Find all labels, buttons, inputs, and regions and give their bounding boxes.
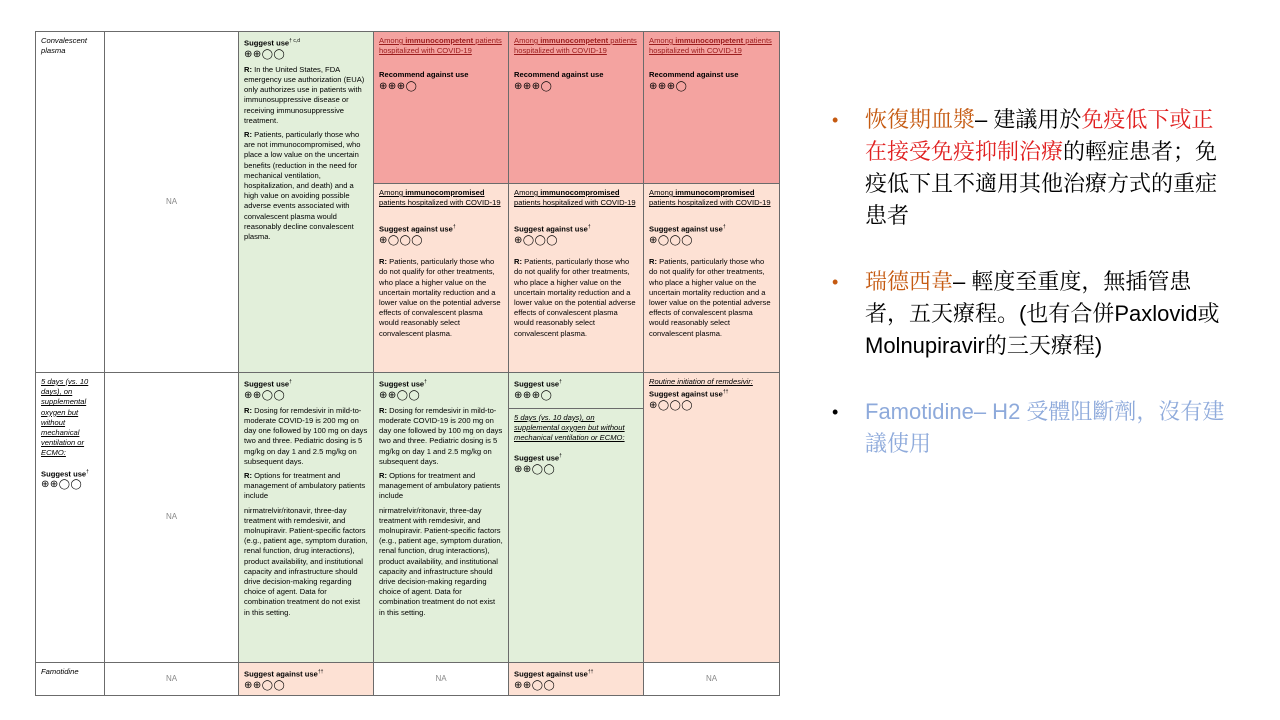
footnote-marker: † <box>559 453 562 460</box>
remark-label: R: <box>379 405 388 415</box>
certainty-rating: ⊕⊕◯◯ <box>244 48 286 60</box>
remark-text: Options for treatment and management of ambulatory patients include <box>244 470 366 501</box>
remark-label: R: <box>379 257 388 267</box>
summary-bullets <box>832 104 1232 460</box>
recommendation-title: Suggest use <box>41 469 87 479</box>
among-text: Among <box>514 188 539 197</box>
row-label-text: Convalescent plasma <box>41 36 88 56</box>
bullet-remdesivir <box>832 266 1232 362</box>
recommendation-title: Suggest against use <box>514 224 588 234</box>
na-text: NA <box>705 673 718 683</box>
recommendation-title: Suggest against use <box>649 224 723 234</box>
certainty-rating: ⊕◯◯◯ <box>649 235 693 247</box>
among-text: Among <box>379 36 404 45</box>
bullet-text: Famotidine– H2 受體阻斷劑，沒有建議使用 <box>865 399 1225 456</box>
certainty-rating: ⊕⊕⊕◯ <box>379 80 418 92</box>
group-text: immunocompetent <box>405 36 474 45</box>
cell-famotidine-col4 <box>508 662 644 696</box>
recommendation-title: Recommend against use <box>649 70 739 80</box>
remark-label: R: <box>379 470 388 480</box>
bullet-convalescent-plasma <box>832 104 1232 232</box>
certainty-rating: ⊕⊕◯◯ <box>41 479 83 491</box>
bullet-dot-icon: • <box>832 272 839 292</box>
remark-label: R: <box>649 257 658 267</box>
bullet-drug-name: 瑞德西韋 <box>865 269 954 294</box>
guideline-table <box>35 31 780 696</box>
remark-label: R: <box>514 257 523 267</box>
remark-text: In the United States, FDA emergency use authorization (EUA) only authorizes use in patients with immunosuppressive disease or receiving immunosuppressive treatment. <box>244 64 365 125</box>
cell-convalescent-col4-immunocompetent <box>508 31 644 184</box>
certainty-rating: ⊕◯◯◯ <box>649 399 693 411</box>
cell-convalescent-col3-immunocompromised <box>373 183 509 373</box>
certainty-rating: ⊕⊕◯◯ <box>514 464 556 476</box>
among-text: Among <box>514 36 539 45</box>
cell-remdesivir-col5 <box>643 372 780 663</box>
footnote-marker: † <box>452 224 456 231</box>
sub-population-text: 5 days (vs. 10 days), on supplemental oxygen but without mechanical ventilation or ECMO: <box>514 412 625 443</box>
group-text: immunocompetent <box>675 36 744 45</box>
population-text: patients hospitalized with COVID-19 <box>649 36 772 56</box>
bullet-dot-icon: • <box>832 110 839 130</box>
cell-remdesivir-col2 <box>238 372 374 663</box>
sub-population-text: Routine initiation of remdesivir: <box>649 377 753 386</box>
sub-divider <box>509 408 643 409</box>
recommendation-title: Suggest against use <box>244 669 318 679</box>
footnote-marker: † <box>559 379 562 385</box>
remark-text: Patients, particularly those who do not qualify for other treatments, who place a higher value on the uncertain mortality reduction and a lower value on the potential adverse effects of convalescent plasma would reasonably select convalescent plasma. <box>514 257 636 338</box>
footnote-marker: †† <box>317 669 324 675</box>
cell-famotidine-col5 <box>643 662 780 696</box>
na-text: NA <box>165 673 178 683</box>
recommendation-title: Suggest use <box>379 379 425 389</box>
certainty-rating: ⊕⊕⊕◯ <box>649 80 688 92</box>
population-text: patients hospitalized with COVID-19 <box>379 198 501 208</box>
population-text: patients hospitalized with COVID-19 <box>649 198 771 208</box>
among-text: Among <box>649 36 674 45</box>
row-label-famotidine <box>35 662 105 696</box>
cell-convalescent-col5-immunocompetent <box>643 31 780 184</box>
group-text: immunocompetent <box>540 36 609 45</box>
cell-convalescent-col3-immunocompetent <box>373 31 509 184</box>
bullet-dot-icon: • <box>832 402 839 422</box>
footnote-marker: † <box>289 379 292 385</box>
population-text: patients hospitalized with COVID-19 <box>514 36 637 56</box>
recommendation-title: Suggest use <box>514 453 560 463</box>
certainty-rating: ⊕◯◯◯ <box>514 235 558 247</box>
remark-text: nirmatrelvir/ritonavir, three-day treatment with remdesivir, and molnupiravir. Patient-specific factors (e.g., patient age, symptom duration, renal function, drug interactions), product availability, and institutional capacity and infrastructure should drive decision-making regarding choice of agent. Data for combination treatment do not exist in this setting. <box>379 505 503 617</box>
bullet-text: – 輕度至重度，無插管患者，五天療程。(也有合併Paxlovid或Molnupiravir的三天療程) <box>865 269 1220 358</box>
bullet-text: – 建議用於 <box>975 107 1082 132</box>
remark-label: R: <box>244 129 253 139</box>
group-text: immunocompromised <box>540 188 620 197</box>
remark-text: Patients, particularly those who do not qualify for other treatments, who place a higher value on the uncertain mortality reduction and a lower value on the potential adverse effects of convalescent plasma would reasonably select convalescent plasma. <box>649 257 771 338</box>
bullet-famotidine <box>832 396 1232 460</box>
remark-label: R: <box>244 64 253 74</box>
recommendation-title: Suggest against use <box>649 389 723 399</box>
group-text: immunocompromised <box>405 188 485 197</box>
remark-text: nirmatrelvir/ritonavir, three-day treatment with remdesivir, and molnupiravir. Patient-specific factors (e.g., patient age, symptom duration, renal function, drug interactions), product availability, and institutional capacity and infrastructure should drive decision-making regarding choice of agent. Data for combination treatment do not exist in this setting. <box>244 505 368 617</box>
population-text: patients hospitalized with COVID-19 <box>379 36 502 56</box>
row-label-convalescent-plasma <box>35 31 105 373</box>
recommendation-title: Recommend against use <box>514 70 604 80</box>
remark-text: Patients, particularly those who do not qualify for other treatments, who place a higher value on the uncertain mortality reduction and a lower value on the potential adverse effects of convalescent plasma would reasonably select convalescent plasma. <box>379 257 501 338</box>
recommendation-title: Suggest use <box>514 379 560 389</box>
row-label-text: 5 days (vs. 10 days), on supplemental oxygen but without mechanical ventilation or ECMO: <box>41 377 89 458</box>
cell-famotidine-col1 <box>104 662 239 696</box>
bullet-drug-name: 恢復期血漿 <box>865 107 976 132</box>
cell-remdesivir-col1 <box>104 372 239 663</box>
certainty-rating: ⊕⊕⊕◯ <box>514 389 553 401</box>
group-text: immunocompromised <box>675 188 755 197</box>
remark-text: Options for treatment and management of ambulatory patients include <box>379 470 501 501</box>
recommendation-title: Suggest against use <box>379 224 453 234</box>
remark-text: Patients, particularly those who are not immunocompromised, who place a low value on the uncertain benefits (reduction in the need for mechanical ventilation, hospitalization, and death) and a high value on avoiding possible adverse events associated with convalescent plasma would reasonably decline convalescent plasma. <box>244 129 361 241</box>
among-text: Among <box>379 188 404 197</box>
footnote-marker: † c,d <box>289 38 300 44</box>
among-text: Among <box>649 188 674 197</box>
footnote-marker: †† <box>722 389 729 396</box>
remark-text: Dosing for remdesivir in mild-to-moderate COVID-19 is 200 mg on day one followed by 100 mg on days two and three. Pediatric dosing is 5 mg/kg on day 1 and 2.5 mg/kg on subsequent days. <box>244 405 368 466</box>
remark-label: R: <box>244 470 253 480</box>
certainty-rating: ⊕⊕◯◯ <box>244 389 286 401</box>
remark-text: Dosing for remdesivir in mild-to-moderate COVID-19 is 200 mg on day one followed by 100 mg on days two and three. Pediatric dosing is 5 mg/kg on day 1 and 2.5 mg/kg on subsequent days. <box>379 405 503 466</box>
cell-convalescent-col1 <box>104 31 239 373</box>
bullet-highlight-text: 免疫低下或正在接受免疫抑制治療 <box>865 107 1214 164</box>
recommendation-title: Suggest against use <box>514 669 588 679</box>
cell-convalescent-col4-immunocompromised <box>508 183 644 373</box>
cell-convalescent-col5-immunocompromised <box>643 183 780 373</box>
row-label-text: Famotidine <box>41 667 79 676</box>
cell-remdesivir-col3 <box>373 372 509 663</box>
footnote-marker: † <box>587 224 591 231</box>
cell-famotidine-col2 <box>238 662 374 696</box>
certainty-rating: ⊕◯◯◯ <box>379 235 423 247</box>
recommendation-title: Recommend against use <box>379 70 469 80</box>
certainty-rating: ⊕⊕◯◯ <box>514 679 556 691</box>
recommendation-title: Suggest use <box>244 379 290 389</box>
cell-remdesivir-col4 <box>508 372 644 663</box>
footnote-marker: † <box>86 468 89 475</box>
footnote-marker: † <box>424 379 427 385</box>
na-text: NA <box>165 512 178 522</box>
remark-label: R: <box>244 405 253 415</box>
footnote-marker: †† <box>587 669 594 675</box>
certainty-rating: ⊕⊕◯◯ <box>244 679 286 691</box>
certainty-rating: ⊕⊕◯◯ <box>379 389 421 401</box>
population-text: patients hospitalized with COVID-19 <box>514 198 636 208</box>
na-text: NA <box>435 673 447 683</box>
row-label-remdesivir <box>35 372 105 663</box>
cell-convalescent-col2 <box>238 31 374 373</box>
bullet-text: 的輕症患者；免疫低下且不適用其他治療方式的重症患者 <box>865 139 1218 228</box>
na-text: NA <box>165 196 178 206</box>
footnote-marker: † <box>722 224 726 231</box>
recommendation-title: Suggest use <box>244 38 290 48</box>
certainty-rating: ⊕⊕⊕◯ <box>514 80 553 92</box>
cell-famotidine-col3 <box>373 662 509 696</box>
